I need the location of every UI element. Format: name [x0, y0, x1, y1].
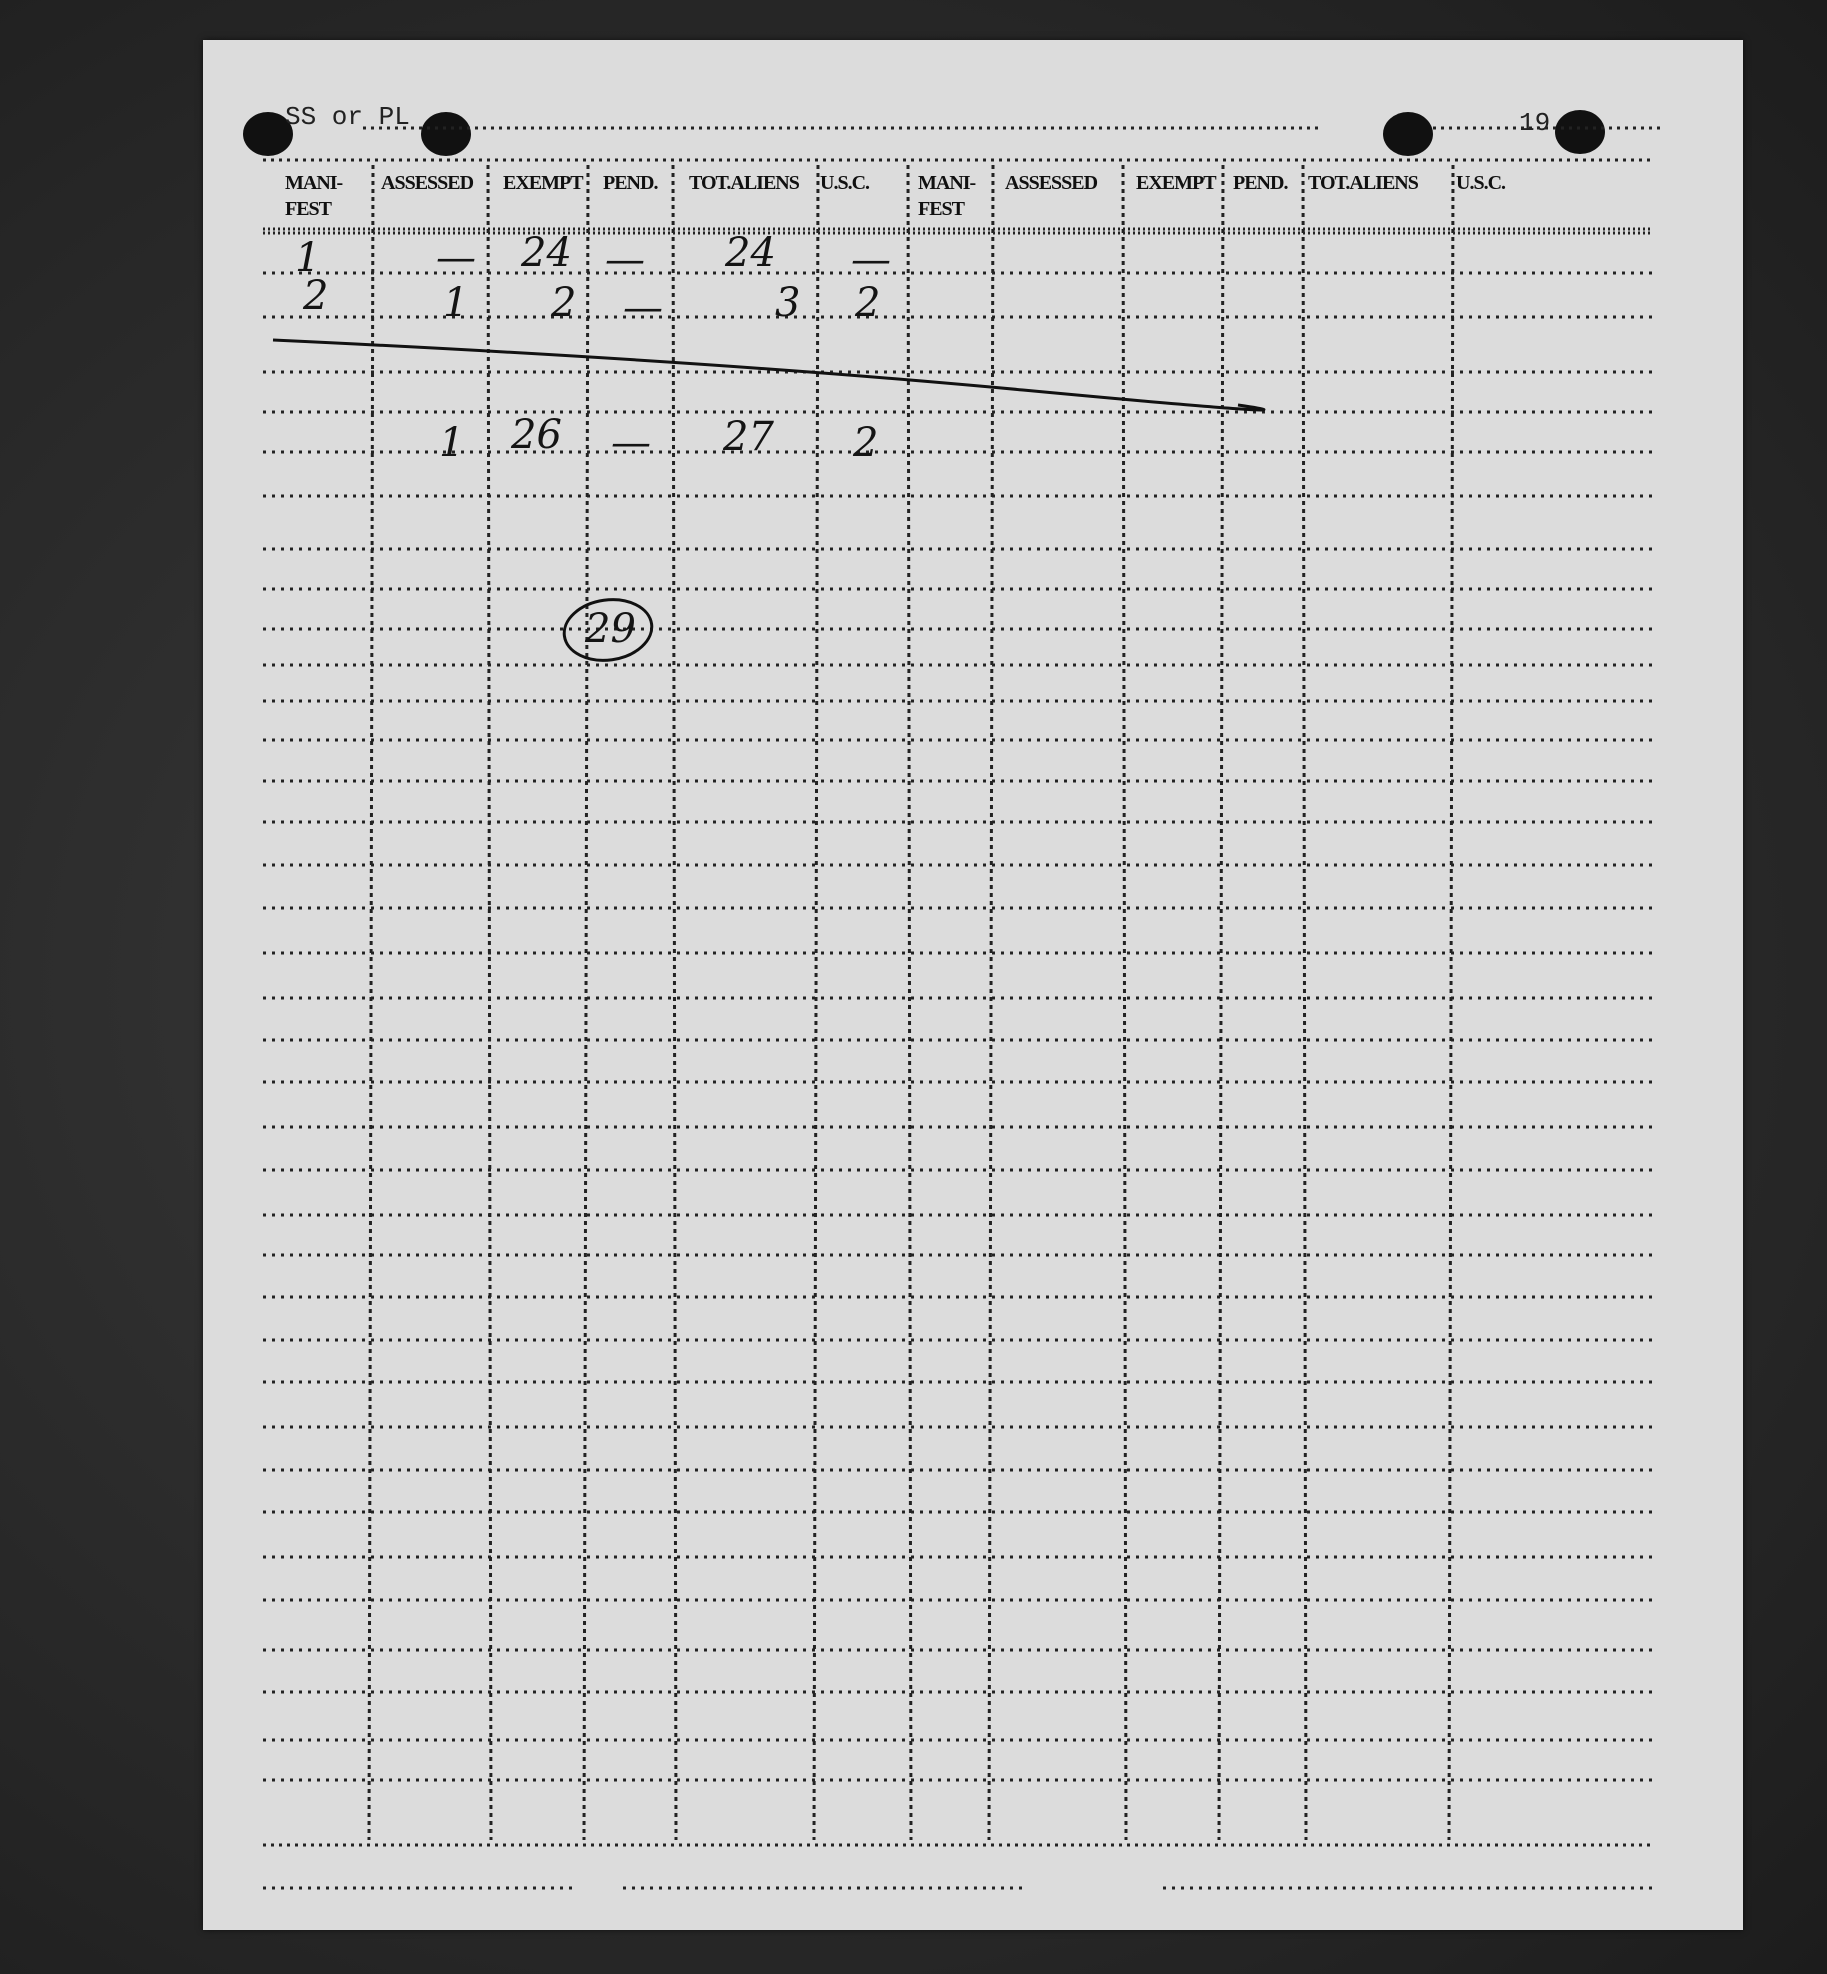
header-usc-2: U.S.C. [1456, 172, 1506, 194]
circled-total: 29 [585, 606, 636, 652]
row1-pend: — [605, 237, 645, 283]
total-pend: — [611, 420, 651, 466]
header-pend: PEND. [603, 172, 658, 194]
row2-usc: 2 [855, 280, 881, 326]
total-assessed: 1 [439, 420, 465, 466]
header-tot-aliens: TOT.ALIENS [689, 172, 799, 194]
header-exempt: EXEMPT [503, 172, 583, 194]
total-tot-aliens: 27 [723, 414, 774, 460]
row1-exempt: 24 [521, 230, 572, 276]
ledger-grid [203, 40, 1743, 1930]
row1-usc: — [851, 237, 891, 283]
header-manifest-2: MANI- FEST [918, 172, 976, 220]
header-pend-2: PEND. [1233, 172, 1288, 194]
row2-manifest: 2 [303, 273, 329, 319]
header-manifest: MANI- FEST [285, 172, 343, 220]
row2-tot-aliens: 3 [775, 280, 801, 326]
total-usc: 2 [853, 420, 879, 466]
header-assessed-2: ASSESSED [1005, 172, 1098, 194]
column-divider [488, 165, 491, 1840]
header-assessed: ASSESSED [381, 172, 474, 194]
year-label: 19 [1519, 108, 1551, 138]
vessel-label: SS or PL [285, 102, 410, 132]
column-divider [814, 165, 818, 1840]
column-divider [584, 165, 588, 1840]
column-divider [989, 165, 993, 1840]
row2-pend: — [623, 285, 663, 331]
column-divider [673, 165, 676, 1840]
row1-assessed: — [436, 235, 476, 281]
ledger-sheet [203, 40, 1743, 1930]
header-tot-aliens-2: TOT.ALIENS [1308, 172, 1418, 194]
row1-manifest: 1 [295, 235, 321, 281]
header-exempt-2: EXEMPT [1136, 172, 1216, 194]
row2-assessed: 1 [443, 280, 469, 326]
row2-exempt: 2 [551, 280, 577, 326]
strike-line [273, 340, 1264, 410]
header-usc: U.S.C. [820, 172, 870, 194]
column-divider [369, 165, 373, 1840]
row1-tot-aliens: 24 [725, 230, 776, 276]
column-divider [908, 165, 911, 1840]
total-exempt: 26 [511, 412, 562, 458]
column-divider [1303, 165, 1306, 1840]
column-divider [1449, 165, 1453, 1840]
column-divider [1123, 165, 1126, 1840]
column-divider [1219, 165, 1223, 1840]
